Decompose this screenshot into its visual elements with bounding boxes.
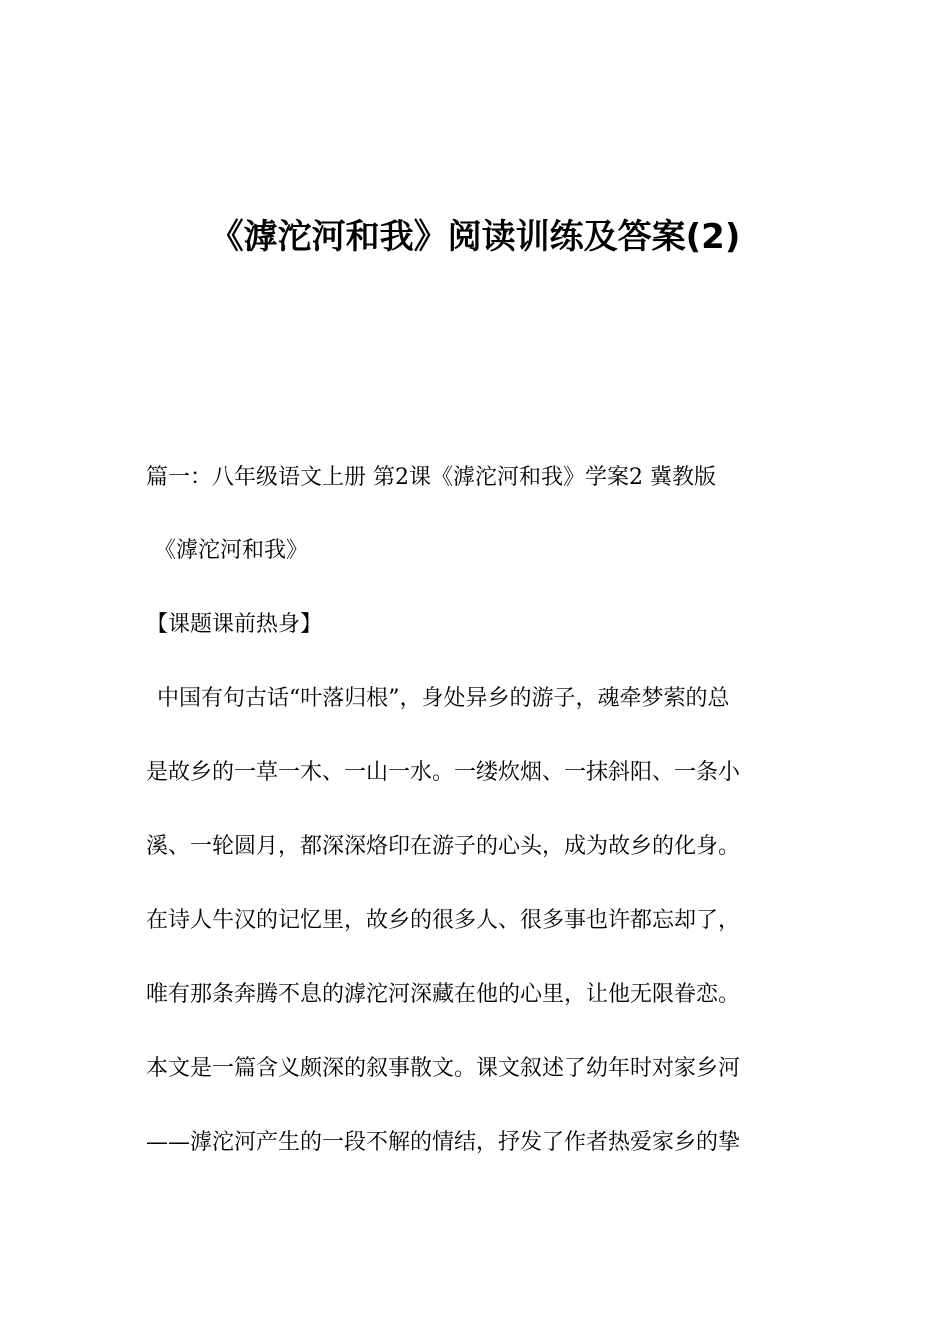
paragraph-line: 中国有句古话“叶落归根”，身处异乡的游子，魂牵梦萦的总 [157,686,730,711]
section-heading: 篇一：八年级语文上册 第2课《滹沱河和我》学案2 冀教版 [146,465,716,490]
lesson-title: 《滹沱河和我》 [154,538,309,563]
subsection-heading: 【课题课前热身】 [146,612,323,637]
paragraph-line: ——滹沱河产生的一段不解的情结，抒发了作者热爱家乡的挚 [146,1130,741,1155]
paragraph-line: 溪、一轮圆月，都深深烙印在游子的心头，成为故乡的化身。 [146,834,741,859]
paragraph-line: 是故乡的一草一木、一山一水。一缕炊烟、一抹斜阳、一条小 [146,760,741,785]
document-title: 《滹沱河和我》阅读训练及答案(2) [209,217,741,257]
paragraph-line: 在诗人牛汉的记忆里，故乡的很多人、很多事也许都忘却了， [146,908,741,933]
paragraph-line: 本文是一篇含义颇深的叙事散文。课文叙述了幼年时对家乡河 [146,1056,741,1081]
paragraph-line: 唯有那条奔腾不息的滹沱河深藏在他的心里，让他无限眷恋。 [146,982,741,1007]
